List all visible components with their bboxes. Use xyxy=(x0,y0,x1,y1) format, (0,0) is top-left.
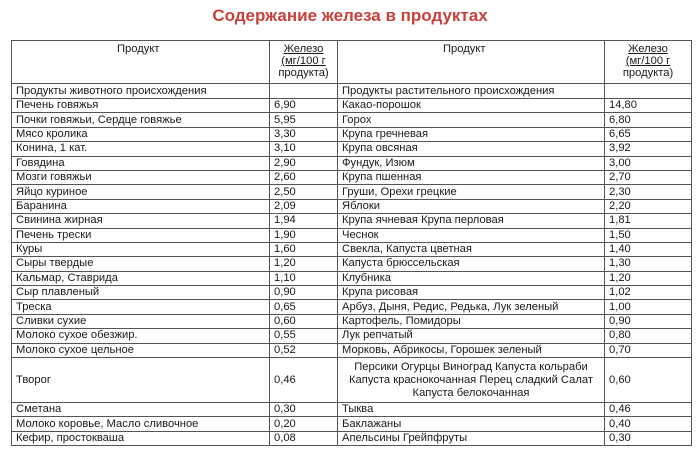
header-iron-line1: Железо xyxy=(628,43,668,55)
animal-product: Печень трески xyxy=(12,228,270,242)
plant-iron-value: 1,00 xyxy=(605,300,692,314)
plant-product: Крупа рисовая xyxy=(338,286,605,300)
animal-product: Яйцо куриное xyxy=(12,185,270,199)
animal-iron-value: 0,46 xyxy=(270,358,338,403)
plant-iron-value: 2,30 xyxy=(605,185,692,199)
table-row xyxy=(12,257,692,271)
header-iron-line3: продукта) xyxy=(622,67,674,79)
plant-iron-value: 1,50 xyxy=(605,228,692,242)
animal-product: Сливки сухие xyxy=(12,314,270,328)
animal-product: Сыры твердые xyxy=(12,257,270,271)
section-animal: Продукты животного происхождения xyxy=(12,84,270,99)
plant-iron-value: 3,00 xyxy=(605,156,692,170)
animal-product: Мясо кролика xyxy=(12,127,270,141)
plant-product: Лук репчатый xyxy=(338,329,605,343)
table-row xyxy=(12,286,692,300)
plant-product: Арбуз, Дыня, Редис, Редька, Лук зеленый xyxy=(338,300,605,314)
iron-content-table xyxy=(11,40,692,446)
plant-product: Горох xyxy=(338,113,605,127)
animal-product: Конина, 1 кат. xyxy=(12,142,270,156)
table-row xyxy=(12,142,692,156)
plant-iron-value: 6,80 xyxy=(605,113,692,127)
table-row xyxy=(12,127,692,141)
plant-iron-value: 0,46 xyxy=(605,403,692,417)
animal-product: Свинина жирная xyxy=(12,214,270,228)
plant-iron-value: 0,90 xyxy=(605,314,692,328)
animal-product: Сыр плавленый xyxy=(12,286,270,300)
animal-iron-value: 0,65 xyxy=(270,300,338,314)
animal-iron-value: 0,60 xyxy=(270,314,338,328)
plant-product: Морковь, Абрикосы, Горошек зеленый xyxy=(338,343,605,357)
plant-iron-value: 6,65 xyxy=(605,127,692,141)
plant-product: Фундук, Изюм xyxy=(338,156,605,170)
table-row xyxy=(12,242,692,256)
plant-iron-value: 0,40 xyxy=(605,417,692,431)
plant-product: Крупа овсяная xyxy=(338,142,605,156)
plant-product: Яблоки xyxy=(338,199,605,213)
section-row xyxy=(12,84,692,99)
animal-iron-value: 5,95 xyxy=(270,113,338,127)
animal-iron-value: 1,10 xyxy=(270,271,338,285)
table-row xyxy=(12,358,692,403)
table-row xyxy=(12,343,692,357)
table-row xyxy=(12,329,692,343)
table-row xyxy=(12,185,692,199)
plant-iron-value: 0,30 xyxy=(605,431,692,445)
animal-iron-value: 1,60 xyxy=(270,242,338,256)
plant-iron-value: 2,70 xyxy=(605,170,692,184)
header-product-plant: Продукт xyxy=(338,41,605,84)
plant-iron-value: 1,40 xyxy=(605,242,692,256)
plant-product: Персики Огурцы Виноград Капуста кольраби Капуста краснокочанная Перец сладкий Салат Капуста белокочанная xyxy=(338,358,605,403)
animal-product: Сметана xyxy=(12,403,270,417)
plant-iron-value: 0,60 xyxy=(605,358,692,403)
animal-product: Баранина xyxy=(12,199,270,213)
animal-iron-value: 2,09 xyxy=(270,199,338,213)
plant-iron-value: 2,20 xyxy=(605,199,692,213)
animal-iron-value: 3,30 xyxy=(270,127,338,141)
header-iron-line2: (мг/100 г xyxy=(625,55,671,67)
animal-product: Кальмар, Ставрида xyxy=(12,271,270,285)
plant-product: Крупа ячневая Крупа перловая xyxy=(338,214,605,228)
animal-iron-value: 0,90 xyxy=(270,286,338,300)
animal-product: Печень говяжья xyxy=(12,99,270,113)
animal-iron-value: 0,52 xyxy=(270,343,338,357)
header-iron-plant xyxy=(605,41,692,84)
plant-product: Крупа пшенная xyxy=(338,170,605,184)
animal-product: Кефир, простокваша xyxy=(12,431,270,445)
table-row xyxy=(12,113,692,127)
table-row xyxy=(12,170,692,184)
table-row xyxy=(12,403,692,417)
header-product-animal: Продукт xyxy=(12,41,270,84)
header-iron-line2: (мг/100 г xyxy=(281,55,326,67)
plant-iron-value: 3,92 xyxy=(605,142,692,156)
animal-product: Молоко сухое обезжир. xyxy=(12,329,270,343)
animal-iron-value: 0,30 xyxy=(270,403,338,417)
animal-product: Треска xyxy=(12,300,270,314)
animal-iron-value: 3,10 xyxy=(270,142,338,156)
table-row xyxy=(12,99,692,113)
animal-iron-value: 1,94 xyxy=(270,214,338,228)
animal-iron-value: 0,20 xyxy=(270,417,338,431)
table-row xyxy=(12,214,692,228)
table-row xyxy=(12,228,692,242)
plant-product: Груши, Орехи грецкие xyxy=(338,185,605,199)
animal-iron-value: 2,50 xyxy=(270,185,338,199)
table-row xyxy=(12,156,692,170)
animal-product: Творог xyxy=(12,358,270,403)
plant-iron-value: 1,81 xyxy=(605,214,692,228)
section-empty xyxy=(270,84,338,99)
animal-product: Почки говяжьи, Сердце говяжье xyxy=(12,113,270,127)
plant-iron-value: 14,80 xyxy=(605,99,692,113)
table-header-row xyxy=(12,41,692,84)
animal-product: Молоко коровье, Масло сливочное xyxy=(12,417,270,431)
header-iron-animal xyxy=(270,41,338,84)
animal-product: Мозги говяжьи xyxy=(12,170,270,184)
animal-iron-value: 2,60 xyxy=(270,170,338,184)
plant-product: Тыква xyxy=(338,403,605,417)
animal-iron-value: 6,90 xyxy=(270,99,338,113)
plant-product: Чеснок xyxy=(338,228,605,242)
plant-product: Капуста брюссельская xyxy=(338,257,605,271)
animal-product: Куры xyxy=(12,242,270,256)
animal-iron-value: 1,20 xyxy=(270,257,338,271)
plant-iron-value: 1,20 xyxy=(605,271,692,285)
plant-iron-value: 1,30 xyxy=(605,257,692,271)
page-title: Содержание железа в продуктах xyxy=(212,6,488,25)
animal-iron-value: 0,08 xyxy=(270,431,338,445)
header-iron-line1: Железо xyxy=(283,43,324,55)
plant-product: Какао-порошок xyxy=(338,99,605,113)
plant-product: Клубника xyxy=(338,271,605,285)
animal-product: Молоко сухое цельное xyxy=(12,343,270,357)
table-row xyxy=(12,300,692,314)
animal-iron-value: 2,90 xyxy=(270,156,338,170)
plant-iron-value: 1,02 xyxy=(605,286,692,300)
table-row xyxy=(12,314,692,328)
plant-iron-value: 0,70 xyxy=(605,343,692,357)
plant-product: Картофель, Помидоры xyxy=(338,314,605,328)
plant-iron-value: 0,80 xyxy=(605,329,692,343)
animal-iron-value: 1,90 xyxy=(270,228,338,242)
table-row xyxy=(12,271,692,285)
table-row xyxy=(12,417,692,431)
plant-product: Апельсины Грейпфруты xyxy=(338,431,605,445)
header-iron-line3: продукта) xyxy=(278,67,329,79)
section-empty xyxy=(605,84,692,99)
animal-iron-value: 0,55 xyxy=(270,329,338,343)
animal-product: Говядина xyxy=(12,156,270,170)
table-row xyxy=(12,199,692,213)
plant-product: Свекла, Капуста цветная xyxy=(338,242,605,256)
plant-product: Крупа гречневая xyxy=(338,127,605,141)
table-row xyxy=(12,431,692,445)
plant-product: Баклажаны xyxy=(338,417,605,431)
section-plant: Продукты растительного происхождения xyxy=(338,84,605,99)
